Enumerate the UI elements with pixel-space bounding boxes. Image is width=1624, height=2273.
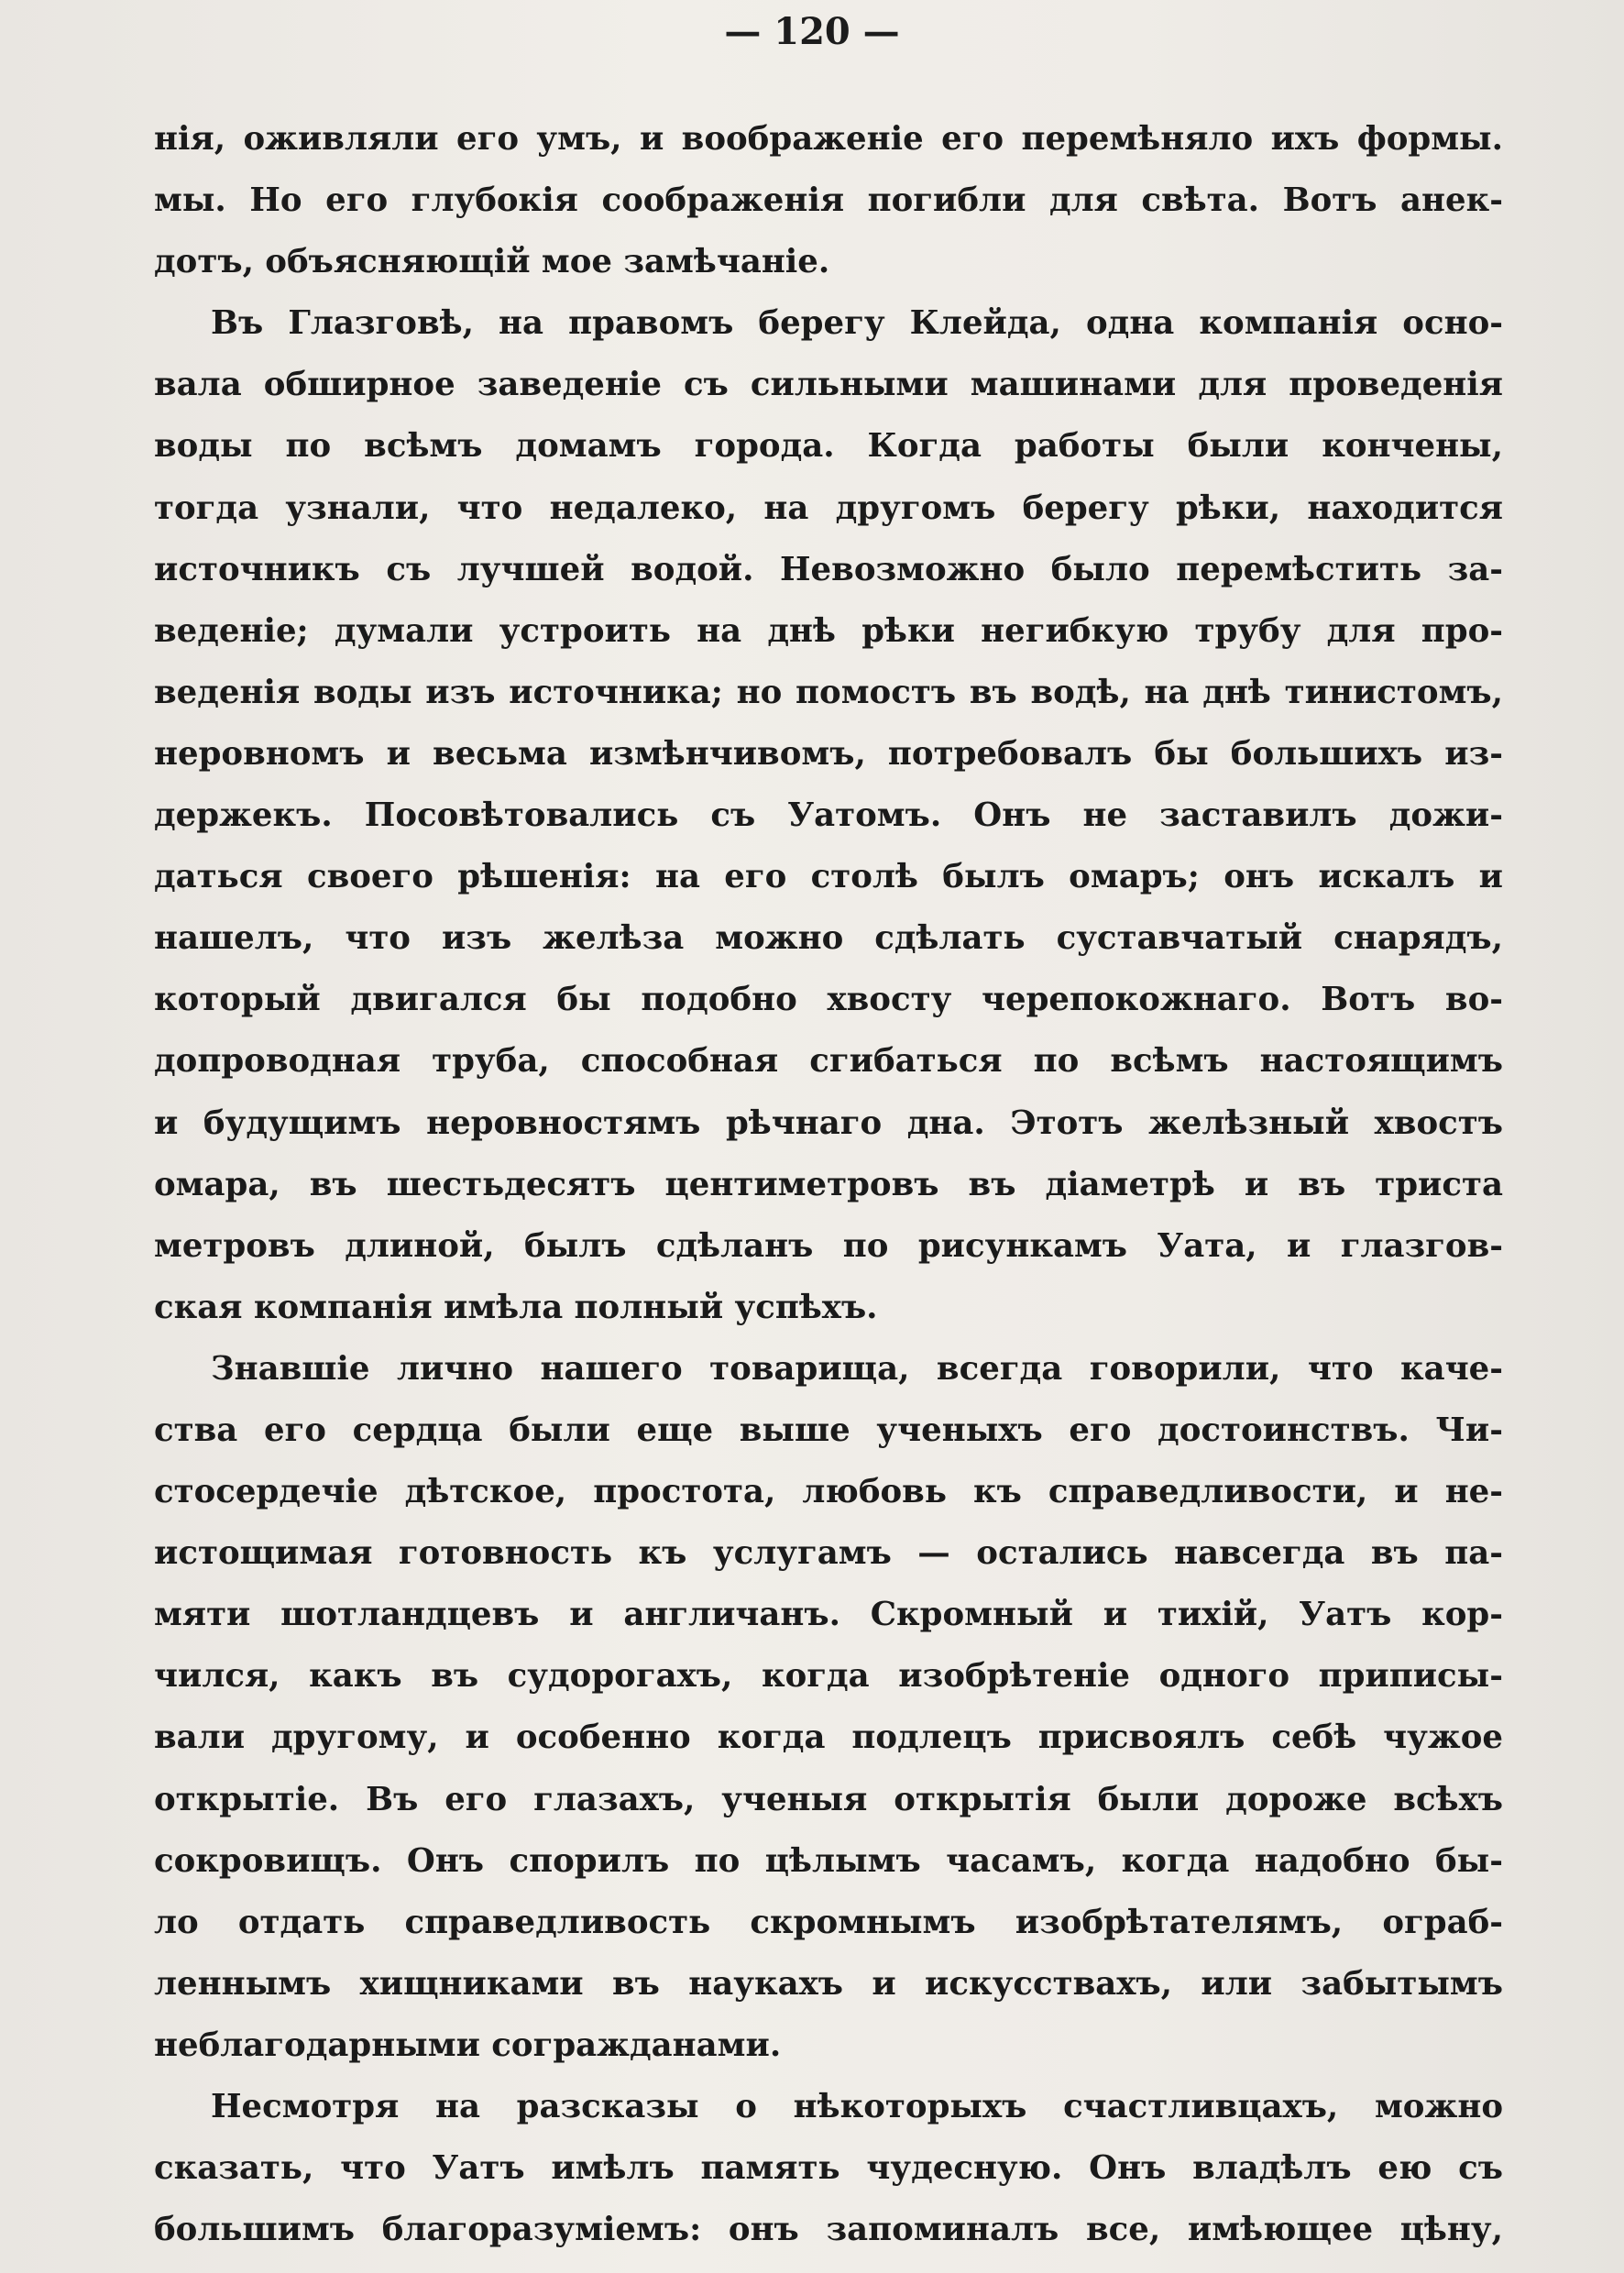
text-line: веденія воды изъ источника; но помостъ въ водѣ, на днѣ тинистомъ, — [154, 673, 1503, 711]
text-line: метровъ длиной, былъ сдѣланъ по рисункамъ Уата, и глазгов- — [154, 1226, 1503, 1265]
text-line: допроводная труба, способная сгибаться по всѣмъ настоящимъ — [154, 1042, 1503, 1081]
text-line: сказать, что Уатъ имѣлъ память чудесную. Онъ владѣлъ ею съ — [154, 2149, 1503, 2188]
text-line: держекъ. Посовѣтовались съ Уатомъ. Онъ не заставилъ дожи- — [154, 796, 1503, 835]
text-line: нія, оживляли его умъ, и воображеніе его перемѣняло ихъ формы. — [154, 120, 1503, 158]
text-line: чился, какъ въ судорогахъ, когда изобрѣтеніе одного приписы- — [154, 1657, 1503, 1696]
text-line: источникъ съ лучшей водой. Невозможно было перемѣстить за- — [154, 550, 1503, 588]
body-text — [154, 108, 1503, 2260]
text-line: который двигался бы подобно хвосту черепокожнаго. Вотъ во- — [154, 981, 1503, 1019]
text-line: дотъ, объясняющій мое замѣчаніе. — [154, 243, 830, 281]
text-line: даться своего рѣшенія: на его столѣ былъ омаръ; онъ искалъ и — [154, 858, 1503, 896]
text-line: стосердечіе дѣтское, простота, любовь къ справедливости, и не- — [154, 1473, 1503, 1511]
text-line: Несмотря на разсказы о нѣкоторыхъ счастливцахъ, можно — [211, 2088, 1503, 2125]
text-line: Въ Глазговѣ, на правомъ берегу Клейда, одна компанія осно- — [211, 304, 1503, 343]
text-line: нашелъ, что изъ желѣза можно сдѣлать суставчатый снарядъ, — [154, 919, 1503, 958]
paragraph — [154, 108, 1503, 292]
text-line: вали другому, и особенно когда подлецъ присвоялъ себѣ чужое — [154, 1718, 1503, 1757]
text-line: сокровищъ. Онъ спорилъ по цѣлымъ часамъ, когда надобно бы- — [154, 1841, 1503, 1880]
paragraph — [154, 2076, 1503, 2260]
text-line: ская компанія имѣла полный успѣхъ. — [154, 1288, 878, 1326]
text-line: ло отдать справедливость скромнымъ изобрѣтателямъ, ограб- — [154, 1903, 1503, 1941]
text-line: ства его сердца были еще выше ученыхъ его достоинствъ. Чи- — [154, 1411, 1503, 1449]
text-line: вала обширное заведеніе съ сильными машинами для проведенія — [154, 366, 1503, 404]
text-line: мы. Но его глубокія соображенія погибли для свѣта. Вотъ анек- — [154, 181, 1503, 220]
text-line: истощимая готовность къ услугамъ — остались навсегда въ па- — [154, 1534, 1503, 1573]
text-line: тогда узнали, что недалеко, на другомъ берегу рѣки, находится — [154, 489, 1503, 527]
text-line: Знавшіе лично нашего товарища, всегда говорили, что каче- — [211, 1349, 1503, 1388]
paragraph — [154, 1338, 1503, 2076]
text-line: омара, въ шестьдесятъ центиметровъ въ діаметрѣ и въ триста — [154, 1165, 1503, 1203]
text-line: и будущимъ неровностямъ рѣчнаго дна. Этотъ желѣзный хвостъ — [154, 1104, 1503, 1142]
text-line: открытіе. Въ его глазахъ, ученыя открытія были дороже всѣхъ — [154, 1780, 1503, 1818]
text-line: мяти шотландцевъ и англичанъ. Скромный и тихій, Уатъ кор- — [154, 1596, 1503, 1634]
text-line: неблагодарными согражданами. — [154, 2026, 782, 2064]
page-number: — 120 — — [724, 10, 900, 53]
text-line: веденіе; думали устроить на днѣ рѣки негибкую трубу для про- — [154, 611, 1503, 650]
text-line: большимъ благоразуміемъ: онъ запоминалъ все, имѣющее цѣну, — [154, 2211, 1503, 2249]
text-line: леннымъ хищниками въ наукахъ и искусствахъ, или забытымъ — [154, 1964, 1503, 2003]
paragraph — [154, 292, 1503, 1338]
text-line: неровномъ и весьма измѣнчивомъ, потребовалъ бы большихъ из- — [154, 734, 1503, 773]
text-line: воды по всѣмъ домамъ города. Когда работы были кончены, — [154, 427, 1503, 466]
